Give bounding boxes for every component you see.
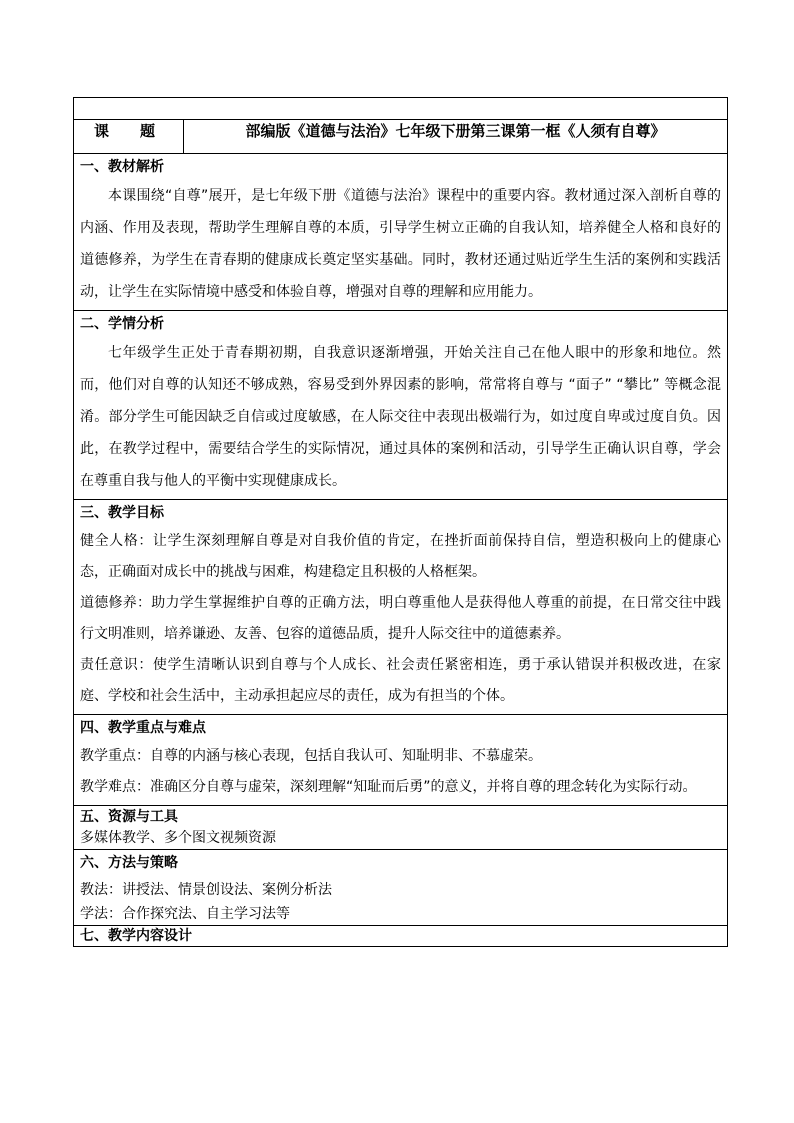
section-key-points (74, 715, 728, 806)
learning-methods: 学法：合作探究法、自主学习法等 (80, 906, 290, 922)
section-teaching-goals (74, 500, 728, 715)
goal-responsibility: 责任意识：使学生清晰认识到自尊与个人成长、社会责任紧密相连，勇于承认错误并积极改进，在家庭、学校和社会生活中，主动承担起应尽的责任，成为有担当的个体。 (80, 657, 721, 704)
section-heading: 一、教材解析 (80, 159, 164, 175)
section-textbook-analysis (74, 154, 728, 311)
section-heading: 六、方法与策略 (80, 855, 178, 871)
lesson-label: 课 题 (74, 120, 184, 154)
section-heading: 七、教学内容设计 (80, 928, 192, 944)
section-body: 本课围绕“自尊”展开，是七年级下册《道德与法治》课程中的重要内容。教材通过深入剖析自尊的内涵、作用及表现，帮助学生理解自尊的本质，引导学生树立正确的自我认知，培养健全人格和良好的道德修养，为学生在青春期的健康成长奠定坚实基础。同时，教材还通过贴近学生生活的案例和实践活动，让学生在实际情境中感受和体验自尊，增强对自尊的理解和应用能力。 (80, 188, 721, 300)
section-heading: 二、学情分析 (80, 316, 164, 332)
section-heading: 四、教学重点与难点 (80, 720, 206, 736)
goal-personality: 健全人格：让学生深刻理解自尊是对自我价值的肯定，在挫折面前保持自信，塑造积极向上的健康心态，正确面对成长中的挑战与困难，构建稳定且积极的人格框架。 (80, 533, 721, 580)
lesson-plan-table (73, 97, 728, 947)
section-heading: 五、资源与工具 (80, 809, 178, 825)
section-body: 七年级学生正处于青春期初期，自我意识逐渐增强，开始关注自己在他人眼中的形象和地位。然而，他们对自尊的认知还不够成熟，容易受到外界因素的影响，常常将自尊与 “面子” “攀比” 等概念混淆。部分学生可能因缺乏自信或过度敏感，在人际交往中表现出极端行为，如过度自卑或过度自负。因此，在教学过程中，需要结合学生的实际情况，通过具体的案例和活动，引导学生正确认识自尊，学会在尊重自我与他人的平衡中实现健康成长。 (80, 345, 721, 489)
section-methods (74, 850, 728, 926)
resources-body: 多媒体教学、多个图文视频资源 (80, 830, 276, 846)
blank-top-row (74, 98, 728, 120)
lesson-title: 部编版《道德与法治》七年级下册第三课第一框《人须有自尊》 (184, 120, 728, 154)
section-content-design (74, 926, 728, 947)
goal-morality: 道德修养：助力学生掌握维护自尊的正确方法，明白尊重他人是获得他人尊重的前提，在日常交往中践行文明准则，培养谦逊、友善、包容的道德品质，提升人际交往中的道德素养。 (80, 595, 721, 642)
lesson-title-row (74, 120, 728, 154)
difficult-point: 教学难点：准确区分自尊与虚荣，深刻理解“知耻而后勇”的意义，并将自尊的理念转化为实际行动。 (80, 779, 697, 795)
teaching-methods: 教法：讲授法、情景创设法、案例分析法 (80, 882, 332, 898)
key-point: 教学重点：自尊的内涵与核心表现，包括自我认可、知耻明非、不慕虚荣。 (80, 748, 542, 764)
section-heading: 三、教学目标 (80, 505, 164, 521)
section-student-analysis (74, 311, 728, 500)
section-resources (74, 806, 728, 850)
